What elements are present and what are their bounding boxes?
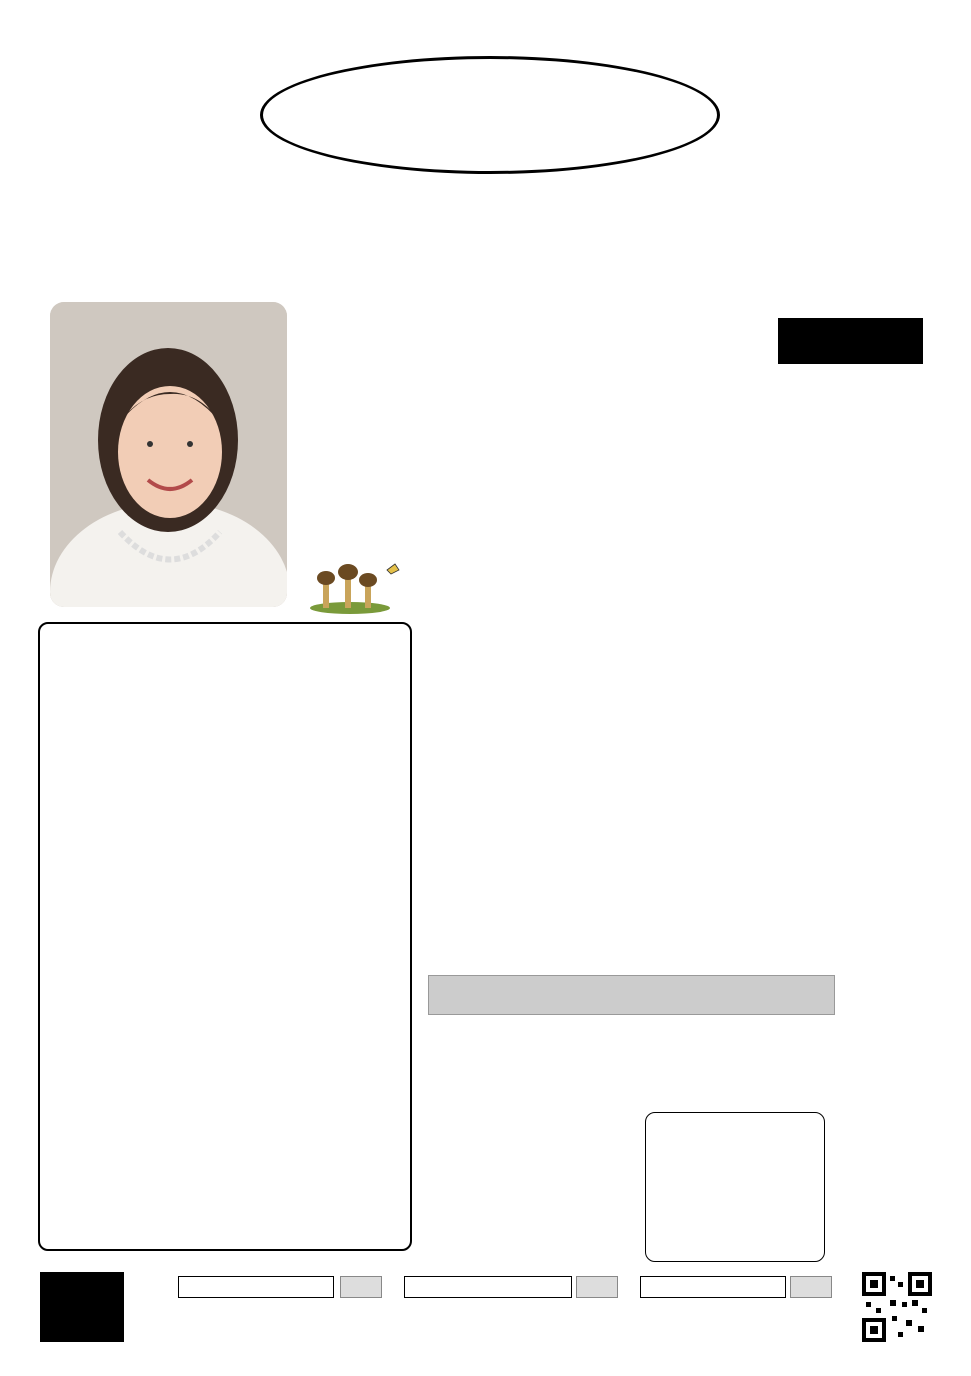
contact-line [146,1311,216,1330]
search-box-party [178,1276,334,1298]
opening-tag [778,318,923,364]
mushroom-illustration [305,560,415,615]
consultation-badge [40,1272,124,1342]
agenda-box [38,622,412,1251]
search-button[interactable] [340,1276,382,1298]
search-box-blog [404,1276,572,1298]
search-button[interactable] [790,1276,832,1298]
article-body-upper [422,318,772,718]
councillor-photo [50,302,287,607]
newsletter-logo [260,56,720,174]
chart-note [645,1112,825,1262]
search-button[interactable] [576,1276,618,1298]
chart-title [428,975,835,1015]
article-body-lower [425,735,785,957]
qr-code-icon[interactable] [862,1272,932,1342]
search-box-facebook [640,1276,786,1298]
